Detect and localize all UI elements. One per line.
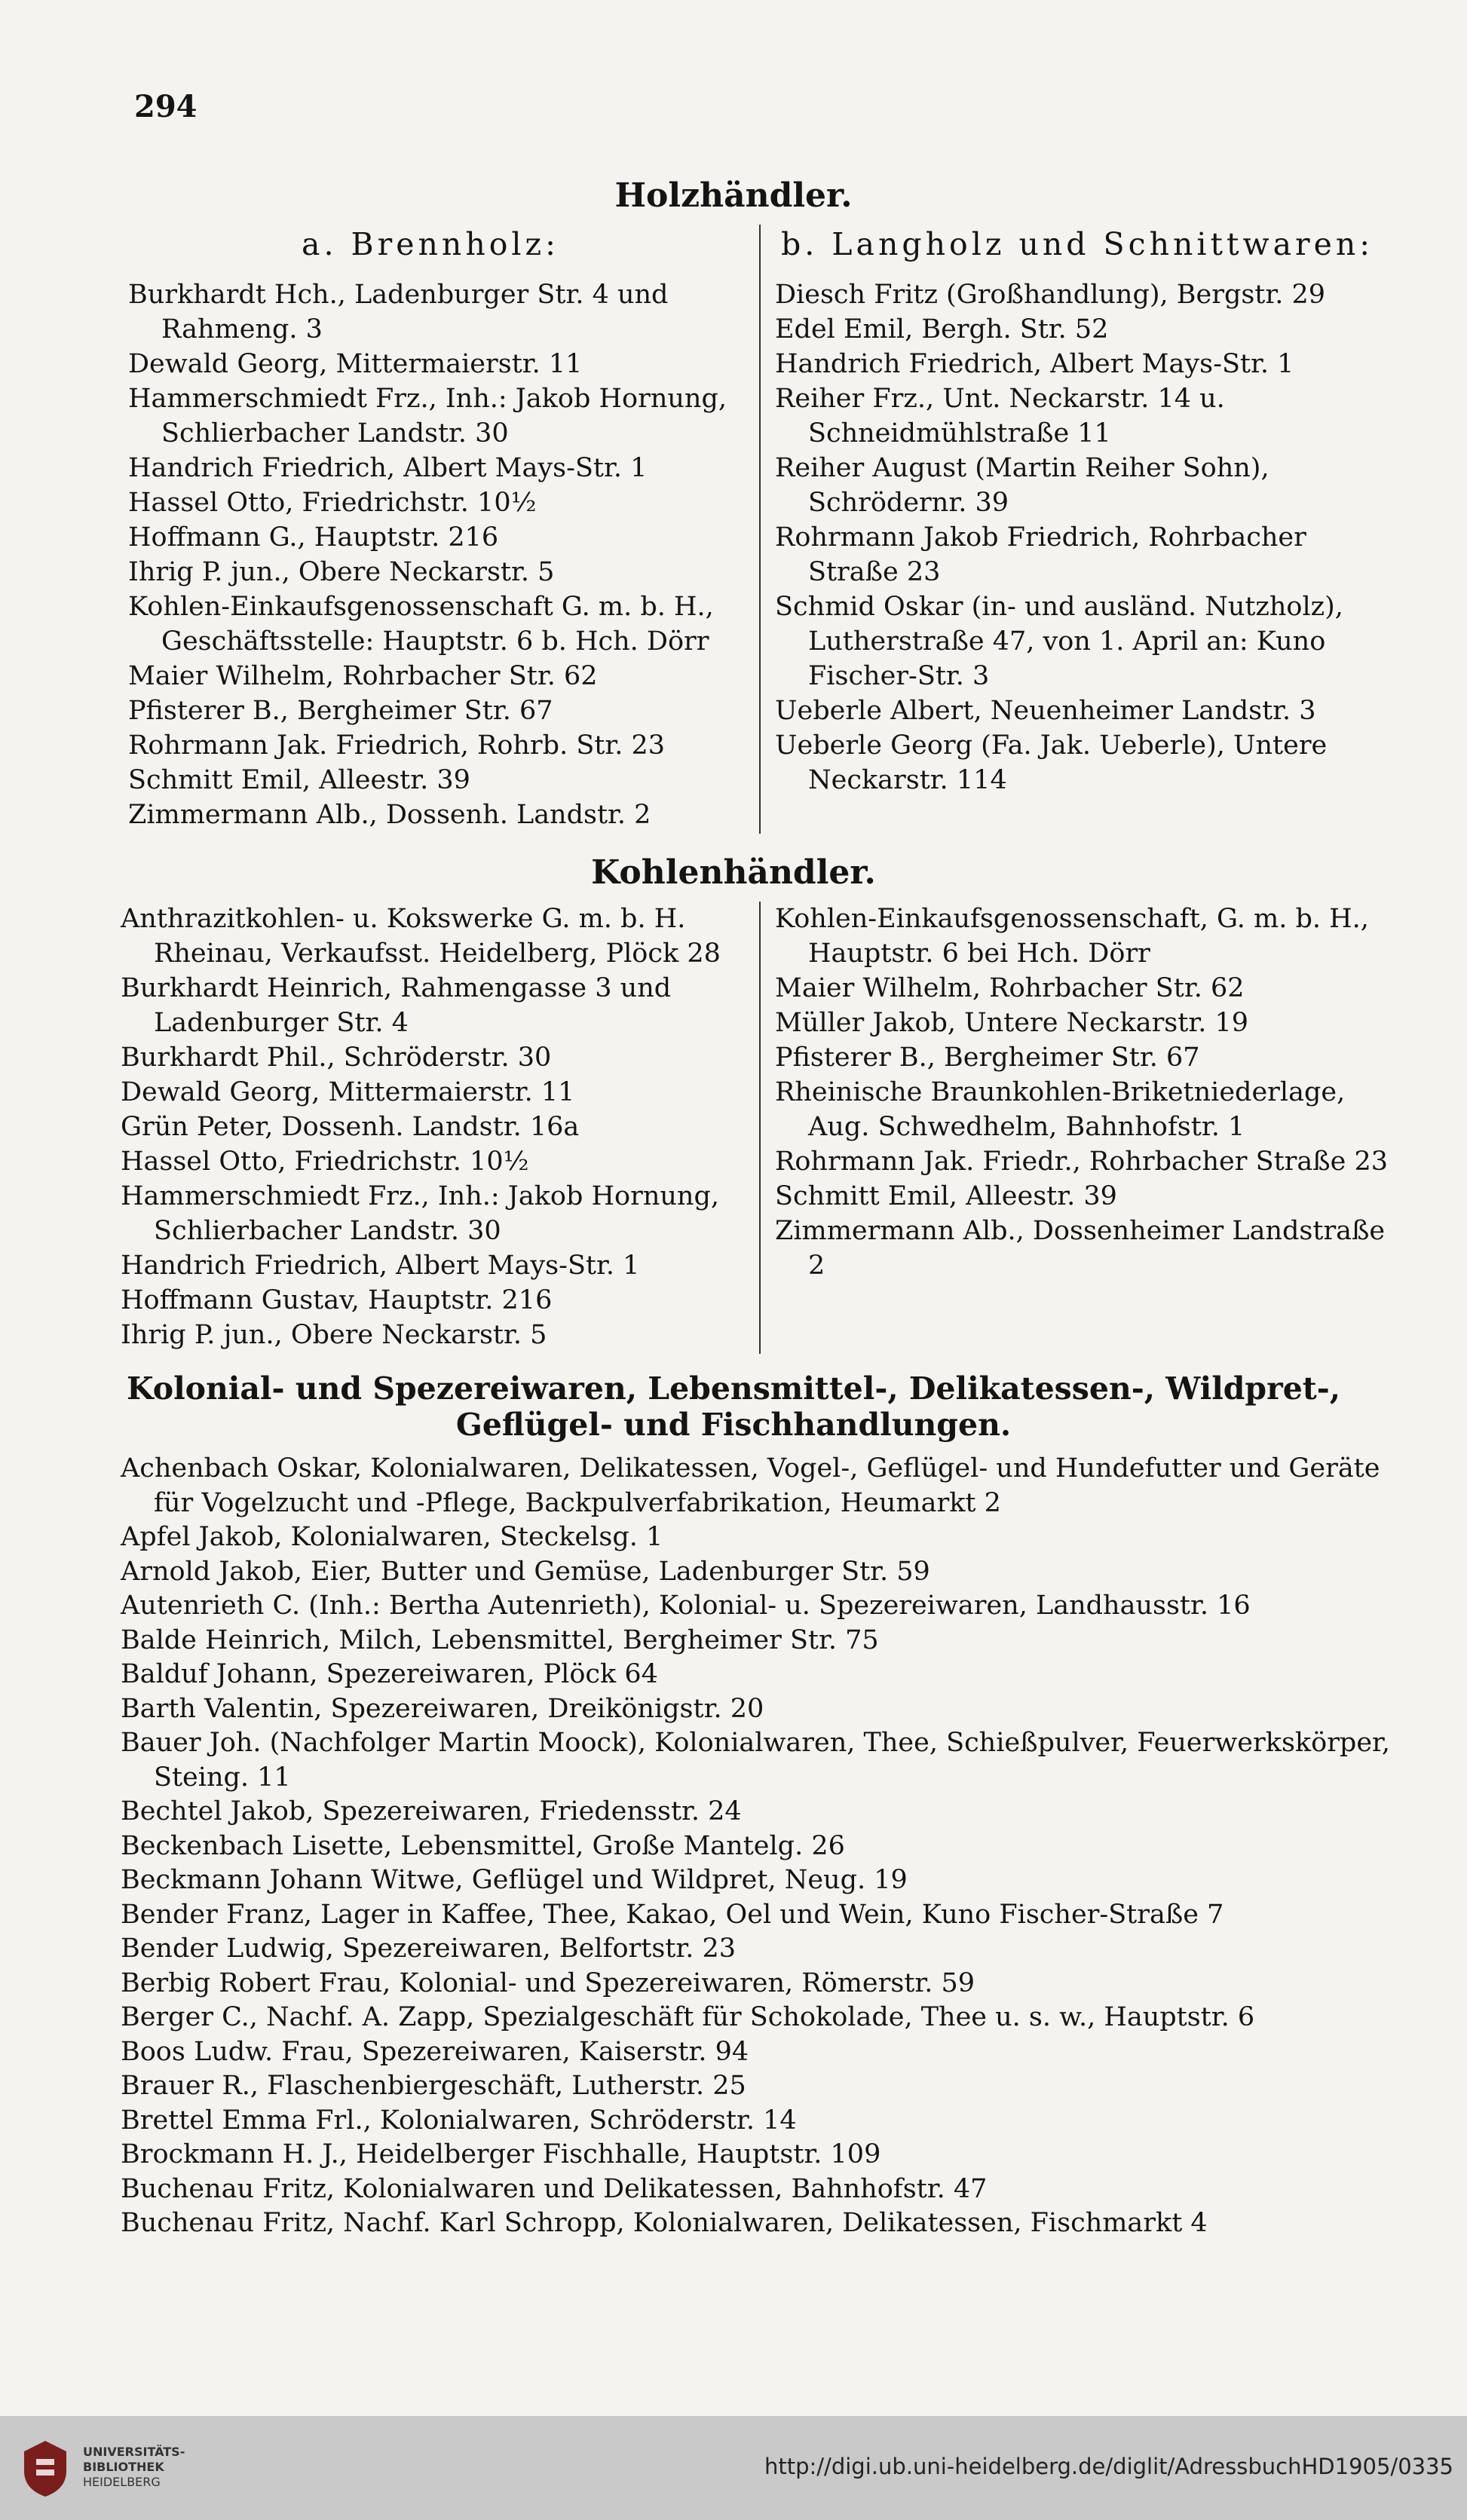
list-item: Reiher Frz., Unt. Neckarstr. 14 u. Schneidmühlstraße 11 — [775, 384, 1225, 449]
list-item: Hammerschmiedt Frz., Inh.: Jakob Hornung, Schlierbacher Landstr. 30 — [121, 1181, 719, 1246]
list-item: Rohrmann Jak. Friedrich, Rohrb. Str. 23 — [128, 730, 666, 761]
list-item: Hammerschmiedt Frz., Inh.: Jakob Hornung, Schlierbacher Landstr. 30 — [128, 384, 727, 449]
list-item: Brockmann H. J., Heidelberger Fischhalle, Hauptstr. 109 — [121, 2139, 881, 2169]
list-item: Edel Emil, Bergh. Str. 52 — [775, 314, 1109, 344]
list-item: Ihrig P. jun., Obere Neckarstr. 5 — [121, 1320, 547, 1350]
list-item: Hoffmann Gustav, Hauptstr. 216 — [121, 1285, 553, 1315]
library-name: UNIVERSITÄTS- BIBLIOTHEK HEIDELBERG — [83, 2445, 185, 2489]
list-item: Schmitt Emil, Alleestr. 39 — [128, 765, 470, 795]
list-item: Dewald Georg, Mittermaierstr. 11 — [121, 1077, 575, 1107]
langholz-list — [775, 277, 1401, 798]
list-item: Ueberle Georg (Fa. Jak. Ueberle), Untere Neckarstr. 114 — [775, 730, 1328, 795]
list-item: Bender Franz, Lager in Kaffee, Thee, Kakao, Oel und Wein, Kuno Fischer-Straße 7 — [121, 1899, 1224, 1930]
kohlen-right-list — [775, 902, 1401, 1283]
list-item: Handrich Friedrich, Albert Mays-Str. 1 — [128, 453, 648, 483]
section-heading-kohlenhaendler: Kohlenhändler. — [591, 853, 876, 892]
list-item: Rohrmann Jak. Friedr., Rohrbacher Straße 23 — [775, 1147, 1388, 1177]
footer-bar — [0, 2416, 1467, 2520]
section-heading-holzhaendler: Holzhändler. — [614, 176, 853, 215]
list-item: Hoffmann G., Hauptstr. 216 — [128, 522, 499, 553]
list-item: Bauer Joh. (Nachfolger Martin Moock), Kolonialwaren, Thee, Schießpulver, Feuerwerkskörper, Steing. 11 — [121, 1728, 1391, 1793]
list-item: Diesch Fritz (Großhandlung), Bergstr. 29 — [775, 280, 1326, 310]
list-item: Berger C., Nachf. A. Zapp, Spezialgeschäft für Schokolade, Thee u. s. w., Hauptstr. 6 — [121, 2002, 1255, 2032]
list-item: Grün Peter, Dossenh. Landstr. 16a — [121, 1112, 580, 1142]
list-item: Müller Jakob, Untere Neckarstr. 19 — [775, 1008, 1249, 1038]
list-item: Balduf Johann, Spezereiwaren, Plöck 64 — [121, 1659, 658, 1689]
list-item: Rohrmann Jakob Friedrich, Rohrbacher Straße 23 — [775, 522, 1306, 587]
list-item: Dewald Georg, Mittermaierstr. 11 — [128, 349, 583, 379]
list-item: Brauer R., Flaschenbiergeschäft, Lutherstr. 25 — [121, 2071, 746, 2101]
column-heading-langholz: b. Langholz und Schnittwaren: — [781, 226, 1374, 262]
list-item: Anthrazitkohlen- u. Kokswerke G. m. b. H. Rheinau, Verkaufsst. Heidelberg, Plöck 28 — [121, 904, 721, 969]
list-item: Schmitt Emil, Alleestr. 39 — [775, 1181, 1117, 1211]
list-item: Zimmermann Alb., Dossenheimer Landstraße 2 — [775, 1216, 1386, 1281]
kohlen-left-list — [121, 902, 751, 1352]
list-item: Burkhardt Hch., Ladenburger Str. 4 und Rahmeng. 3 — [128, 280, 669, 344]
column-divider — [759, 902, 761, 1354]
list-item: Apfel Jakob, Kolonialwaren, Steckelsg. 1 — [121, 1522, 663, 1552]
list-item: Arnold Jakob, Eier, Butter und Gemüse, Ladenburger Str. 59 — [121, 1556, 930, 1587]
list-item: Achenbach Oskar, Kolonialwaren, Delikatessen, Vogel-, Geflügel- und Hundefutter und Geräte für Vogelzucht und -Pflege, Backpulverfabrikation, Heumarkt 2 — [121, 1453, 1380, 1518]
list-item: Hassel Otto, Friedrichstr. 10½ — [128, 488, 537, 518]
column-divider — [759, 225, 761, 834]
list-item: Kohlen-Einkaufsgenossenschaft G. m. b. H., Geschäftsstelle: Hauptstr. 6 b. Hch. Dörr — [128, 592, 714, 657]
section-heading-kolonialwaren: Kolonial- und Spezereiwaren, Lebensmittel-, Delikatessen-, Wildpret-, — [126, 1370, 1341, 1407]
list-item: Handrich Friedrich, Albert Mays-Str. 1 — [775, 349, 1294, 379]
page-number: 294 — [134, 89, 198, 124]
list-item: Boos Ludw. Frau, Spezereiwaren, Kaiserstr. 94 — [121, 2036, 749, 2067]
list-item: Autenrieth C. (Inh.: Bertha Autenrieth), Kolonial- u. Spezereiwaren, Landhausstr. 16 — [121, 1591, 1251, 1621]
list-item: Reiher August (Martin Reiher Sohn), Schrödernr. 39 — [775, 453, 1269, 518]
list-item: Zimmermann Alb., Dossenh. Landstr. 2 — [128, 800, 651, 830]
list-item: Schmid Oskar (in- und ausländ. Nutzholz), Lutherstraße 47, von 1. April an: Kuno Fischer-Str. 3 — [775, 592, 1343, 691]
list-item: Brettel Emma Frl., Kolonialwaren, Schröderstr. 14 — [121, 2105, 797, 2136]
list-item: Bender Ludwig, Spezereiwaren, Belfortstr. 23 — [121, 1934, 737, 1964]
brennholz-list — [128, 277, 750, 832]
section-heading-kolonialwaren-line2: Geflügel- und Fischhandlungen. — [455, 1407, 1012, 1443]
list-item: Berbig Robert Frau, Kolonial- und Spezereiwaren, Römerstr. 59 — [121, 1967, 975, 1998]
list-item: Kohlen-Einkaufsgenossenschaft, G. m. b. H., Hauptstr. 6 bei Hch. Dörr — [775, 904, 1369, 969]
list-item: Beckmann Johann Witwe, Geflügel und Wildpret, Neug. 19 — [121, 1865, 908, 1895]
list-item: Ihrig P. jun., Obere Neckarstr. 5 — [128, 557, 555, 587]
list-item: Beckenbach Lisette, Lebensmittel, Große Mantelg. 26 — [121, 1830, 845, 1861]
list-item: Ueberle Albert, Neuenheimer Landstr. 3 — [775, 696, 1316, 726]
list-item: Maier Wilhelm, Rohrbacher Str. 62 — [128, 661, 598, 691]
list-item: Balde Heinrich, Milch, Lebensmittel, Bergheimer Str. 75 — [121, 1624, 879, 1655]
list-item: Buchenau Fritz, Nachf. Karl Schropp, Kolonialwaren, Delikatessen, Fischmarkt 4 — [121, 2208, 1208, 2238]
list-item: Buchenau Fritz, Kolonialwaren und Delikatessen, Bahnhofstr. 47 — [121, 2173, 988, 2204]
kolonialwaren-list — [121, 1452, 1402, 2241]
source-url-link[interactable]: http://digi.ub.uni-heidelberg.de/diglit/AdressbuchHD1905/0335 — [764, 2454, 1453, 2479]
list-item: Burkhardt Phil., Schröderstr. 30 — [121, 1043, 552, 1073]
list-item: Pfisterer B., Bergheimer Str. 67 — [775, 1043, 1200, 1073]
list-item: Pfisterer B., Bergheimer Str. 67 — [128, 696, 553, 726]
list-item: Rheinische Braunkohlen-Briketniederlage, Aug. Schwedhelm, Bahnhofstr. 1 — [775, 1077, 1346, 1142]
list-item: Maier Wilhelm, Rohrbacher Str. 62 — [775, 973, 1245, 1003]
university-library-logo-icon — [14, 2436, 77, 2500]
list-item: Bechtel Jakob, Spezereiwaren, Friedensstr. 24 — [121, 1796, 742, 1826]
list-item: Barth Valentin, Spezereiwaren, Dreikönigstr. 20 — [121, 1693, 764, 1724]
column-heading-brennholz: a. Brennholz: — [302, 226, 559, 262]
list-item: Hassel Otto, Friedrichstr. 10½ — [121, 1147, 529, 1177]
list-item: Handrich Friedrich, Albert Mays-Str. 1 — [121, 1251, 640, 1281]
list-item: Burkhardt Heinrich, Rahmengasse 3 und Ladenburger Str. 4 — [121, 973, 672, 1038]
